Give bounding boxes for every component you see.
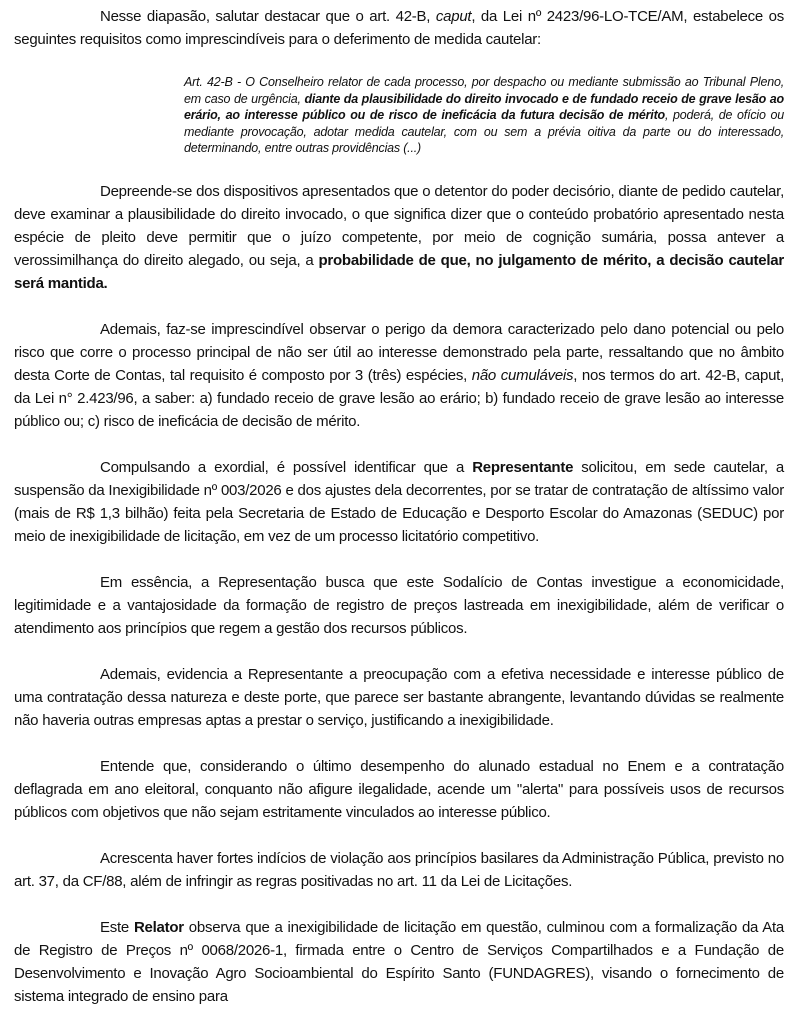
paragraph-3-italic: não cumuláveis	[471, 366, 574, 384]
paragraph-5: Em essência, a Representação busca que este Sodalício de Contas investigue a economicidade, legitimidade e a vantajosidade da formação de registro de preços lastreada em inexigibilidade, além de verificar o atendimento aos princípios que regem a gestão dos recursos públicos.	[14, 573, 784, 637]
paragraph-8: Acrescenta haver fortes indícios de violação aos princípios basilares da Administração Pública, previsto no art. 37, da CF/88, além de infringir as regras positivadas no art. 11 da Lei de Licitações.	[14, 849, 784, 890]
paragraph-2	[14, 180, 784, 295]
legal-quote	[184, 74, 784, 157]
paragraph-1-text-end: , da Lei nº 2423/96-LO-TCE/AM, estabelece os seguintes requisitos como imprescindíveis para o deferimento de medida cautelar:	[14, 8, 785, 48]
quote-text: Art. 42-B - O Conselheiro relator de cada processo, por despacho ou mediante submissão ao Tribunal Pleno, em caso de urgência,	[184, 75, 784, 106]
paragraph-1-italic: caput	[435, 8, 472, 25]
paragraph-4-text: Compulsando a exordial, é possível identificar que a	[100, 458, 473, 476]
quote-bold: diante da plausibilidade do direito invocado e de fundado receio de grave lesão ao erário, ao interesse público ou de risco de ineficácia da futura decisão de mérito	[184, 91, 784, 122]
paragraph-3-text: Ademais, faz-se imprescindível observar o perigo da demora caracterizado pelo dano potencial ou pelo risco que corre o processo principal de não ser útil ao interesse demonstrado pela parte, ressaltando que no âmbito desta Corte de Contas, tal requisito é composto por 3 (três) espécies,	[14, 320, 784, 384]
paragraph-6: Ademais, evidencia a Representante a preocupação com a efetiva necessidade e interesse público de uma contratação dessa natureza e deste porte, que parece ser bastante abrangente, levantando dúvidas se realmente não haveria outras empresas aptas a prestar o serviço, justificando a inexigibilidade.	[14, 665, 784, 729]
paragraph-1-text: Nesse diapasão, salutar destacar que o art. 42-B,	[100, 8, 436, 25]
paragraph-2-text: Depreende-se dos dispositivos apresentados que o detentor do poder decisório, diante de pedido cautelar, deve examinar a plausibilidade do direito invocado, o que significa dizer que o conteúdo probatório apresentado nesta espécie de pleito deve permitir que o juízo competente, por meio de cognição sumária, possa antever a verossimilhança do direito alegado, ou seja, a	[14, 182, 784, 269]
paragraph-3-text-end: , nos termos do art. 42-B, caput, da Lei n° 2.423/96, a saber: a) fundado receio de grave lesão ao erário; b) fundado receio de grave lesão ao interesse público ou; c) risco de ineficácia de decisão de mérito.	[14, 366, 784, 430]
paragraph-7: Entende que, considerando o último desempenho do alunado estadual no Enem e a contratação deflagrada em ano eleitoral, conquanto não afigure ilegalidade, acende um "alerta" para possíveis usos de recursos públicos com objetivos que não sejam estritamente vinculados ao interesse público.	[14, 757, 784, 821]
paragraph-4	[14, 456, 784, 548]
paragraph-9-text: Este	[100, 918, 134, 936]
paragraph-9-bold: Relator	[133, 918, 184, 936]
paragraph-9	[14, 916, 784, 1008]
paragraph-1	[14, 5, 784, 51]
paragraph-4-text-end: solicitou, em sede cautelar, a suspensão da Inexigibilidade nº 003/2026 e dos ajustes dela decorrentes, por se tratar de contratação de altíssimo valor (mais de R$ 1,3 bilhão) feita pela Secretaria de Estado de Educação e Desporto Escolar do Amazonas (SEDUC) por meio de inexigibilidade de licitação, em vez de um processo licitatório competitivo.	[14, 458, 784, 545]
paragraph-2-bold: probabilidade de que, no julgamento de mérito, a decisão cautelar será mantida.	[14, 251, 784, 292]
document-page	[14, 0, 784, 1031]
paragraph-4-bold: Representante	[472, 458, 574, 476]
paragraph-3	[14, 318, 784, 433]
paragraph-9-text-end: observa que a inexigibilidade de licitação em questão, culminou com a formalização da Ata de Registro de Preços nº 0068/2026-1, firmada entre o Centro de Serviços Compartilhados e a Fundação de Desenvolvimento e Inovação Agro Socioambiental do Espírito Santo (FUNDAGRES), visando o fornecimento de sistema integrado de ensino para	[14, 918, 785, 1005]
quote-text-end: , poderá, de ofício ou mediante provocação, adotar medida cautelar, com ou sem a prévia oitiva da parte ou do interessado, determinando, entre outras providências (...)	[184, 108, 784, 155]
